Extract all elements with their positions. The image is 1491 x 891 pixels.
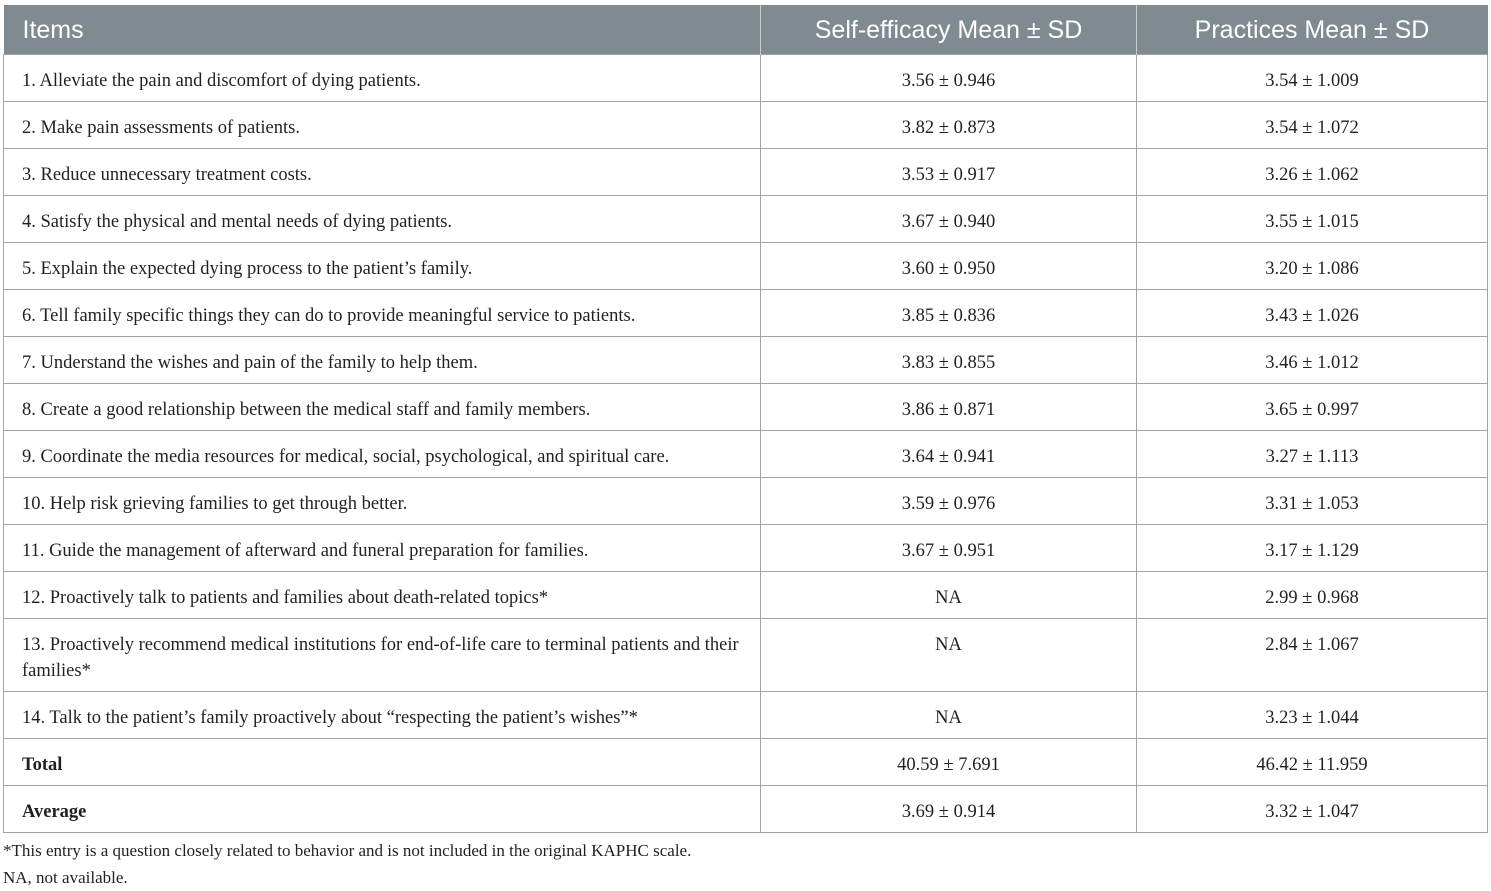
item-cell: 1. Alleviate the pain and discomfort of dying patients. xyxy=(4,55,761,102)
practices-cell: 3.65 ± 0.997 xyxy=(1137,384,1488,431)
average-row xyxy=(4,786,1488,833)
results-table-container xyxy=(3,5,1487,833)
practices-cell: 3.54 ± 1.009 xyxy=(1137,55,1488,102)
results-table xyxy=(3,5,1488,833)
self-efficacy-cell: 3.64 ± 0.941 xyxy=(761,431,1137,478)
table-header xyxy=(4,6,1488,55)
item-cell: 9. Coordinate the media resources for medical, social, psychological, and spiritual care. xyxy=(4,431,761,478)
header-items: Items xyxy=(4,6,761,55)
self-efficacy-cell: 3.67 ± 0.951 xyxy=(761,525,1137,572)
practices-cell: 3.43 ± 1.026 xyxy=(1137,290,1488,337)
item-cell: 8. Create a good relationship between the medical staff and family members. xyxy=(4,384,761,431)
self-efficacy-cell: NA xyxy=(761,692,1137,739)
item-cell: 11. Guide the management of afterward and funeral preparation for families. xyxy=(4,525,761,572)
table-row xyxy=(4,55,1488,102)
item-cell: 7. Understand the wishes and pain of the family to help them. xyxy=(4,337,761,384)
self-efficacy-cell: NA xyxy=(761,572,1137,619)
table-row xyxy=(4,572,1488,619)
item-cell: 13. Proactively recommend medical institutions for end-of-life care to terminal patients and their families* xyxy=(4,619,761,692)
average-practices: 3.32 ± 1.047 xyxy=(1137,786,1488,833)
average-self-efficacy: 3.69 ± 0.914 xyxy=(761,786,1137,833)
table-row xyxy=(4,692,1488,739)
practices-cell: 3.27 ± 1.113 xyxy=(1137,431,1488,478)
item-cell: 14. Talk to the patient’s family proactively about “respecting the patient’s wishes”* xyxy=(4,692,761,739)
table-row xyxy=(4,290,1488,337)
asterisk-footnote: *This entry is a question closely related to behavior and is not included in the original KAPHC scale. xyxy=(3,841,692,860)
practices-cell: 3.31 ± 1.053 xyxy=(1137,478,1488,525)
table-row xyxy=(4,243,1488,290)
item-cell: 3. Reduce unnecessary treatment costs. xyxy=(4,149,761,196)
table-row xyxy=(4,431,1488,478)
practices-cell: 3.54 ± 1.072 xyxy=(1137,102,1488,149)
total-practices: 46.42 ± 11.959 xyxy=(1137,739,1488,786)
table-row xyxy=(4,337,1488,384)
practices-cell: 2.99 ± 0.968 xyxy=(1137,572,1488,619)
table-row xyxy=(4,149,1488,196)
table-row xyxy=(4,619,1488,692)
total-label: Total xyxy=(4,739,761,786)
practices-cell: 3.17 ± 1.129 xyxy=(1137,525,1488,572)
practices-cell: 3.55 ± 1.015 xyxy=(1137,196,1488,243)
average-label: Average xyxy=(4,786,761,833)
footnotes xyxy=(3,837,691,891)
table-row xyxy=(4,525,1488,572)
practices-cell: 3.46 ± 1.012 xyxy=(1137,337,1488,384)
item-cell: 5. Explain the expected dying process to the patient’s family. xyxy=(4,243,761,290)
table-row xyxy=(4,196,1488,243)
practices-cell: 3.26 ± 1.062 xyxy=(1137,149,1488,196)
practices-cell: 3.20 ± 1.086 xyxy=(1137,243,1488,290)
self-efficacy-cell: 3.53 ± 0.917 xyxy=(761,149,1137,196)
table-row xyxy=(4,384,1488,431)
total-self-efficacy: 40.59 ± 7.691 xyxy=(761,739,1137,786)
self-efficacy-cell: 3.83 ± 0.855 xyxy=(761,337,1137,384)
self-efficacy-cell: 3.86 ± 0.871 xyxy=(761,384,1137,431)
header-row xyxy=(4,6,1488,55)
table-row xyxy=(4,102,1488,149)
item-cell: 12. Proactively talk to patients and families about death-related topics* xyxy=(4,572,761,619)
na-footnote: NA, not available. xyxy=(3,868,128,887)
item-cell: 6. Tell family specific things they can do to provide meaningful service to patients. xyxy=(4,290,761,337)
header-self-efficacy: Self-efficacy Mean ± SD xyxy=(761,6,1137,55)
header-practices: Practices Mean ± SD xyxy=(1137,6,1488,55)
item-cell: 10. Help risk grieving families to get through better. xyxy=(4,478,761,525)
table-body xyxy=(4,55,1488,833)
table-row xyxy=(4,478,1488,525)
self-efficacy-cell: NA xyxy=(761,619,1137,692)
self-efficacy-cell: 3.59 ± 0.976 xyxy=(761,478,1137,525)
self-efficacy-cell: 3.85 ± 0.836 xyxy=(761,290,1137,337)
self-efficacy-cell: 3.60 ± 0.950 xyxy=(761,243,1137,290)
self-efficacy-cell: 3.67 ± 0.940 xyxy=(761,196,1137,243)
self-efficacy-cell: 3.56 ± 0.946 xyxy=(761,55,1137,102)
item-cell: 4. Satisfy the physical and mental needs of dying patients. xyxy=(4,196,761,243)
practices-cell: 3.23 ± 1.044 xyxy=(1137,692,1488,739)
item-cell: 2. Make pain assessments of patients. xyxy=(4,102,761,149)
self-efficacy-cell: 3.82 ± 0.873 xyxy=(761,102,1137,149)
practices-cell: 2.84 ± 1.067 xyxy=(1137,619,1488,692)
total-row xyxy=(4,739,1488,786)
